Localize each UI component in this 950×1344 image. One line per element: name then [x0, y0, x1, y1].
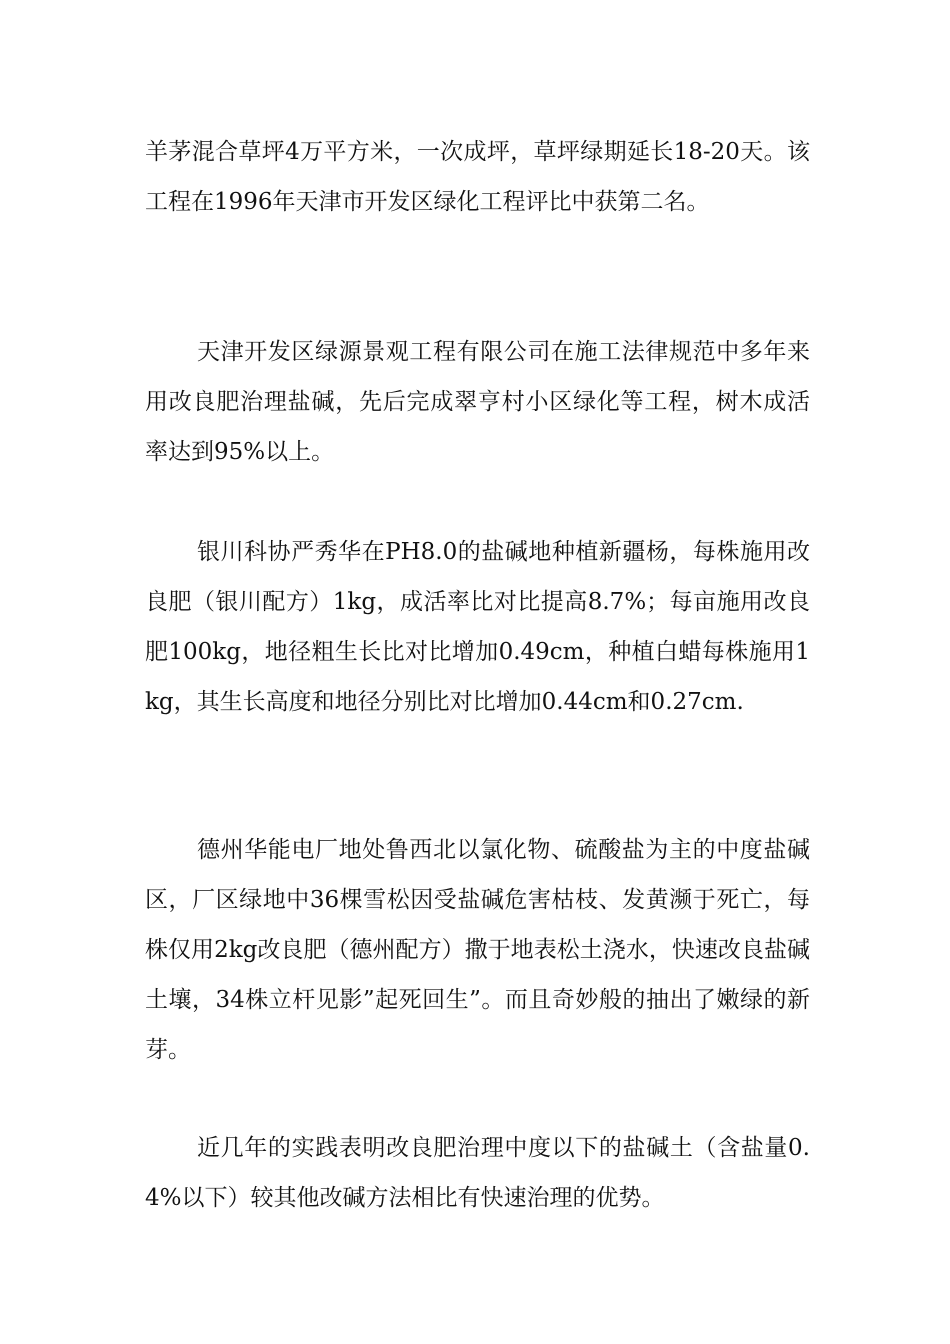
paragraph-tianjin-lvyuan: 天津开发区绿源景观工程有限公司在施工法律规范中多年来用改良肥治理盐碱，先后完成翠亨村小区绿化等工程，树木成活率达到95%以上。: [145, 339, 810, 465]
paragraph-conclusion: 近几年的实践表明改良肥治理中度以下的盐碱土（含盐量0.4%以下）较其他改碱方法相比有快速治理的优势。: [145, 1135, 810, 1211]
paragraph-yinchuan: 银川科协严秀华在PH8.0的盐碱地种植新疆杨，每株施用改良肥（银川配方）1kg，成活率比对比提高8.7%；每亩施用改良肥100kg，地径粗生长比对比增加0.49cm，种植白蜡每株施用1kg，其生长高度和地径分别比对比增加0.44cm和0.27cm.: [145, 539, 810, 715]
paragraph-continuation: 羊茅混合草坪4万平方米，一次成坪，草坪绿期延长18-20天。该工程在1996年天津市开发区绿化工程评比中获第二名。: [145, 139, 810, 215]
paragraph-dezhou-huaneng: 德州华能电厂地处鲁西北以氯化物、硫酸盐为主的中度盐碱区，厂区绿地中36棵雪松因受盐碱危害枯枝、发黄濒于死亡，每株仅用2kg改良肥（德州配方）撒于地表松土浇水，快速改良盐碱土壤，34株立杆见影”起死回生”。而且奇妙般的抽出了嫩绿的新芽。: [145, 837, 810, 1063]
